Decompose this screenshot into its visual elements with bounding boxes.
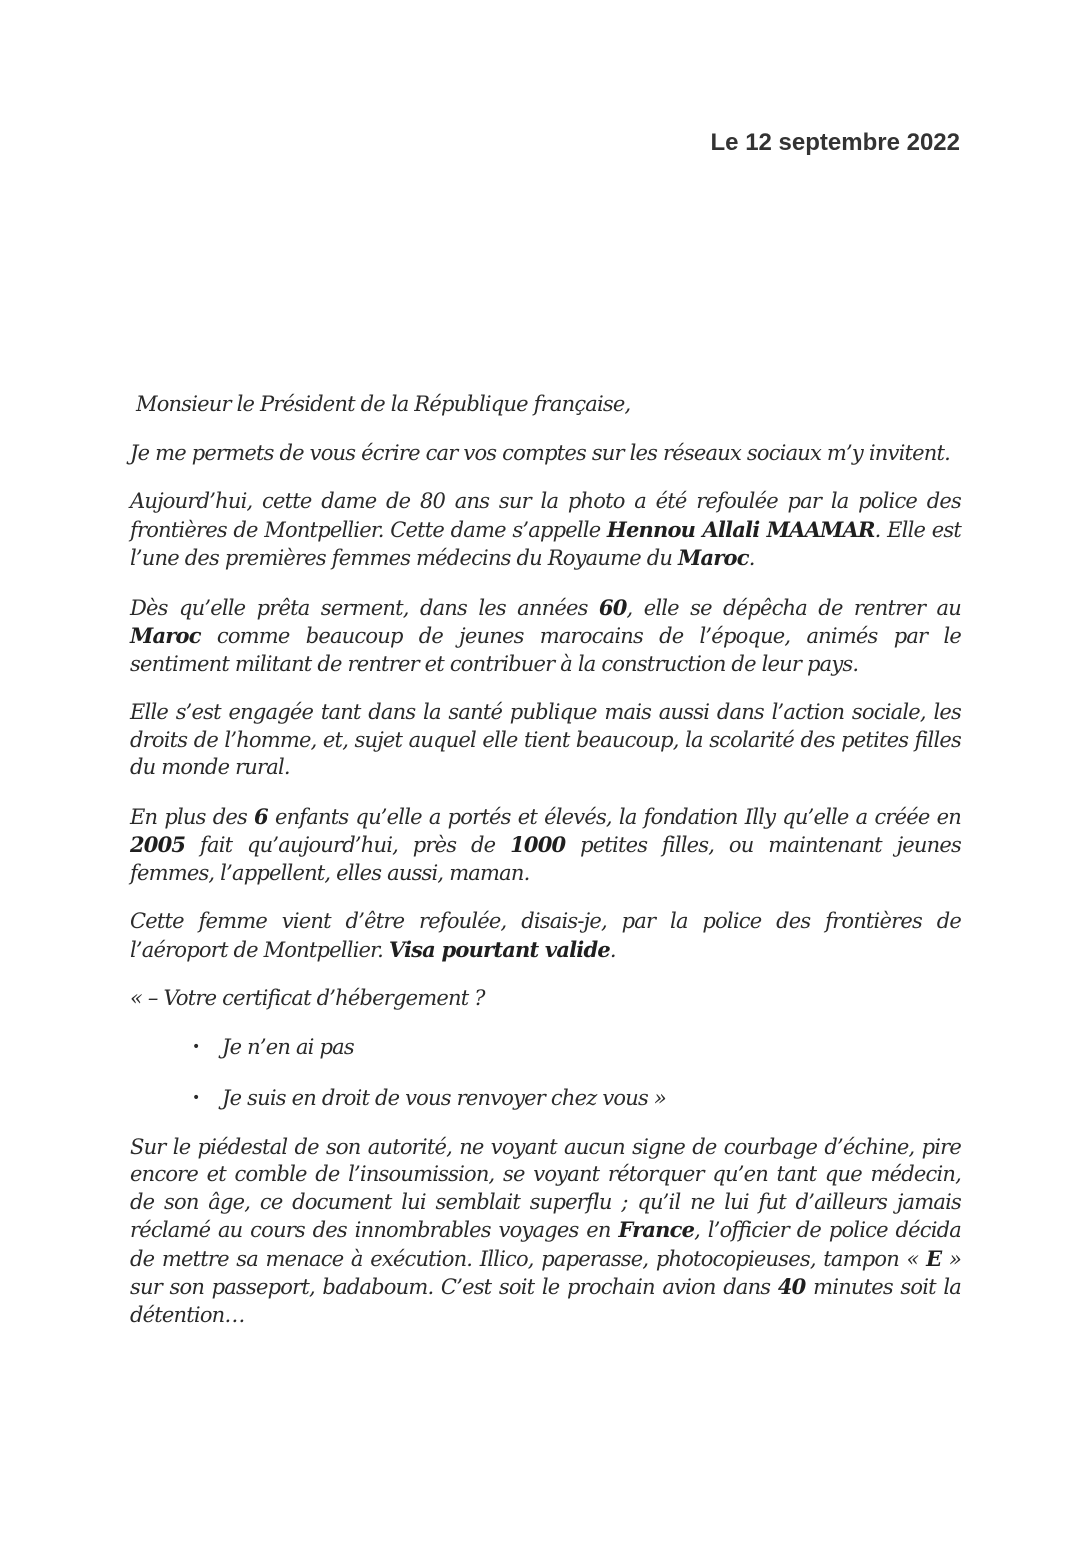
paragraph-oath [130,594,961,679]
text-segment: En plus des [130,804,255,829]
text-segment: Aujourd’hui, cette dame de 80 ans sur la photo a été refoulée par la police des frontières de Montpellier. Cette dame s’appelle [130,489,961,542]
text-segment: Sur le piédestal de son autorité, ne voyant aucun signe de courbage d’échine, pire encore et comble de l’insoumission, se voyant rétorquer qu’en tant que médecin, de son âge, ce document lui semblait superflu ; qu’il ne lui fut d’ailleurs jamais réclamé au cours des innombrables voyages en [130,1134,961,1242]
text-segment: minutes soit la détention… [130,1275,961,1327]
text-segment: , elle se dépêcha de rentrer au [626,595,961,620]
country-name: Maroc [130,623,201,648]
text-segment: fait qu’aujourd’hui, près de [185,833,511,857]
text-segment: Cette femme vient d’être refoulée, disais-je, par la police des frontières de l’aéroport de Montpellier. [130,909,961,962]
text-segment: , l’officier de police décida de mettre sa menace à exécution. Illico, paperasse, photocopieuses, tampon « [130,1218,961,1271]
list-item-text: Je suis en droit de vous renvoyer chez vous » [222,1086,666,1110]
salutation: Monsieur le Président de la République française, [136,392,631,416]
visa-note: Visa pourtant valide [388,936,610,962]
paragraph-foundation [130,803,961,888]
paragraph-engagement: Elle s’est engagée tant dans la santé publique mais aussi dans l’action sociale, les droits de l’homme, et, sujet auquel elle tient beaucoup, la scolarité des petites filles du monde rural. [130,700,961,779]
list-item [130,1034,961,1062]
list-item [130,1085,961,1113]
bullet-icon: • [192,1090,200,1106]
text-segment: » sur son passeport, badaboum. C’est soit le prochain avion dans [130,1246,961,1299]
paragraph-pedestal [130,1134,961,1330]
text-segment: enfants qu’elle a portés et élevés, la fondation Illy qu’elle a créée en [267,804,961,829]
country-name: Maroc [678,545,749,570]
country-name: France [618,1217,695,1242]
girls-count: 1000 [510,832,566,857]
paragraph-airport [130,908,961,964]
dialogue-list [130,1034,961,1113]
person-name: Hennou Allali MAAMAR [606,516,875,542]
decade: 60 [598,594,627,620]
minutes-count: 40 [777,1274,806,1299]
stamp-letter: E [926,1245,942,1271]
letter-body [130,391,961,1329]
founding-year: 2005 [130,832,186,857]
dialogue-question: « – Votre certificat d’hébergement ? [130,986,485,1010]
text-segment: . Elle est l’une des premières femmes médecins du Royaume du [130,517,961,570]
list-item-text: Je n’en ai pas [222,1034,354,1059]
text-segment: . [748,546,755,570]
children-count: 6 [254,803,268,829]
text-segment: comme beaucoup de jeunes marocains de l’époque, animés par le sentiment militant de rentrer et contribuer à la construction de leur pays. [130,624,961,676]
paragraph-refused [130,488,961,573]
text-segment: . [609,937,616,962]
paragraph-intro: Je me permets de vous écrire car vos comptes sur les réseaux sociaux m’y invitent. [130,440,950,465]
letter-date: Le 12 septembre 2022 [710,129,960,156]
bullet-icon: • [192,1038,200,1055]
text-segment: petites filles, ou maintenant jeunes femmes, l’appellent, elles aussi, maman. [130,833,961,885]
text-segment: Dès qu’elle prêta serment, dans les années [130,595,599,620]
